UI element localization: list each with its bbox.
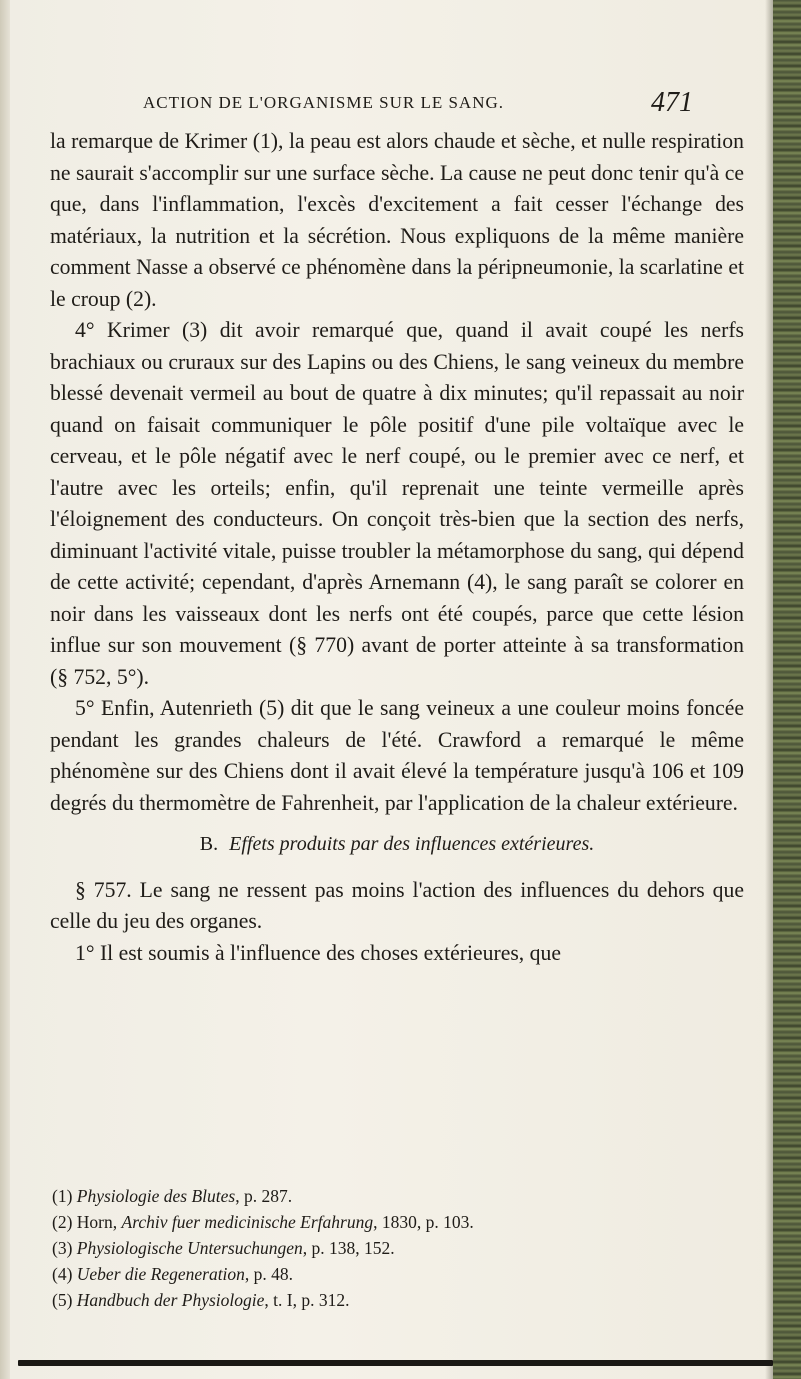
page-gutter <box>0 0 10 1379</box>
footnote-number: (4) <box>52 1264 73 1284</box>
footnote-detail: , p. 48. <box>244 1264 294 1284</box>
paragraph: § 757. Le sang ne ressent pas moins l'action des influences du dehors que celle du jeu des organes. <box>50 877 744 933</box>
paragraph: 1° Il est soumis à l'influence des choses extérieures, que <box>75 940 561 965</box>
footnote <box>52 1183 742 1209</box>
page-bottom-rule <box>18 1360 773 1366</box>
footnote-work: Ueber die Regeneration <box>76 1264 245 1284</box>
footnote-detail: , p. 287. <box>235 1186 293 1206</box>
footnote-number: (5) <box>52 1290 73 1310</box>
paragraph: 4° Krimer (3) dit avoir remarqué que, quand il avait coupé les nerfs brachiaux ou cruraux sur des Lapins ou des Chiens, le sang veineux du membre blessé devenait vermeil au bout de quatre à dix minutes; qu'il repassait au noir quand on faisait communiquer le pôle positif d'une pile voltaïque avec le cerveau, et le pôle négatif avec le nerf coupé, ou le premier avec ce nerf, et l'autre avec les orteils; enfin, qu'il reprenait une teinte vermeille après l'éloignement des conducteurs. On conçoit très-bien que la section des nerfs, diminuant l'activité vitale, puisse troubler la métamorphose du sang, qui dépend de cette activité; cependant, d'après Arnemann (4), le sang paraît se colorer en noir dans les vaisseaux dont les nerfs ont été coupés, parce que cette lésion influe sur son mouvement (§ 770) avant de porter atteinte à sa transformation (§ 752, 5°). <box>50 318 744 689</box>
section-letter: B. <box>199 833 219 855</box>
footnote-number: (2) <box>52 1212 73 1232</box>
section-heading <box>50 829 744 861</box>
page-header <box>143 87 703 127</box>
footnote <box>52 1209 742 1235</box>
footnote <box>52 1287 742 1313</box>
paragraph: 5° Enfin, Autenrieth (5) dit que le sang veineux a une couleur moins foncée pendant les grandes chaleurs de l'été. Crawford a remarqué le même phénomène sur des Chiens dont il avait élevé la température jusqu'à 106 et 109 degrés du thermomètre de Fahrenheit, par l'application de la chaleur extérieure. <box>50 696 744 815</box>
page-edge-shadow <box>765 0 773 1379</box>
footnote-work: Physiologie des Blutes <box>76 1186 236 1206</box>
footnote-work: Archiv fuer medicinische Erfahrung <box>121 1212 374 1232</box>
footnote-author: Horn, <box>76 1212 122 1232</box>
paragraph: la remarque de Krimer (1), la peau est alors chaude et sèche, et nulle respiration ne saurait s'accomplir sur une surface sèche. La cause ne peut donc tenir qu'à ce que, dans l'inflammation, l'excès d'excitement a fait cesser l'échange des matériaux, la nutrition et la sécrétion. Nous expliquons de la même manière comment Nasse a observé ce phénomène dans la péripneumonie, la scarlatine et le croup (2). <box>50 129 744 311</box>
footnote-work: Handbuch der Physiologie <box>76 1290 265 1310</box>
footnote-number: (3) <box>52 1238 73 1258</box>
book-binding-edge <box>773 0 801 1379</box>
footnote <box>52 1235 742 1261</box>
footnote-detail: , 1830, p. 103. <box>373 1212 474 1232</box>
footnote-detail: , t. I, p. 312. <box>264 1290 350 1310</box>
page-number: 471 <box>651 87 693 118</box>
body-text <box>50 126 744 969</box>
footnote-detail: , p. 138, 152. <box>302 1238 395 1258</box>
footnote <box>52 1261 742 1287</box>
footnote-number: (1) <box>52 1186 73 1206</box>
running-head: ACTION DE L'ORGANISME SUR LE SANG. <box>143 93 505 112</box>
section-title: Effets produits par des influences extérieures. <box>229 833 595 855</box>
footnotes <box>52 1183 742 1313</box>
footnote-work: Physiologische Untersuchungen <box>76 1238 303 1258</box>
